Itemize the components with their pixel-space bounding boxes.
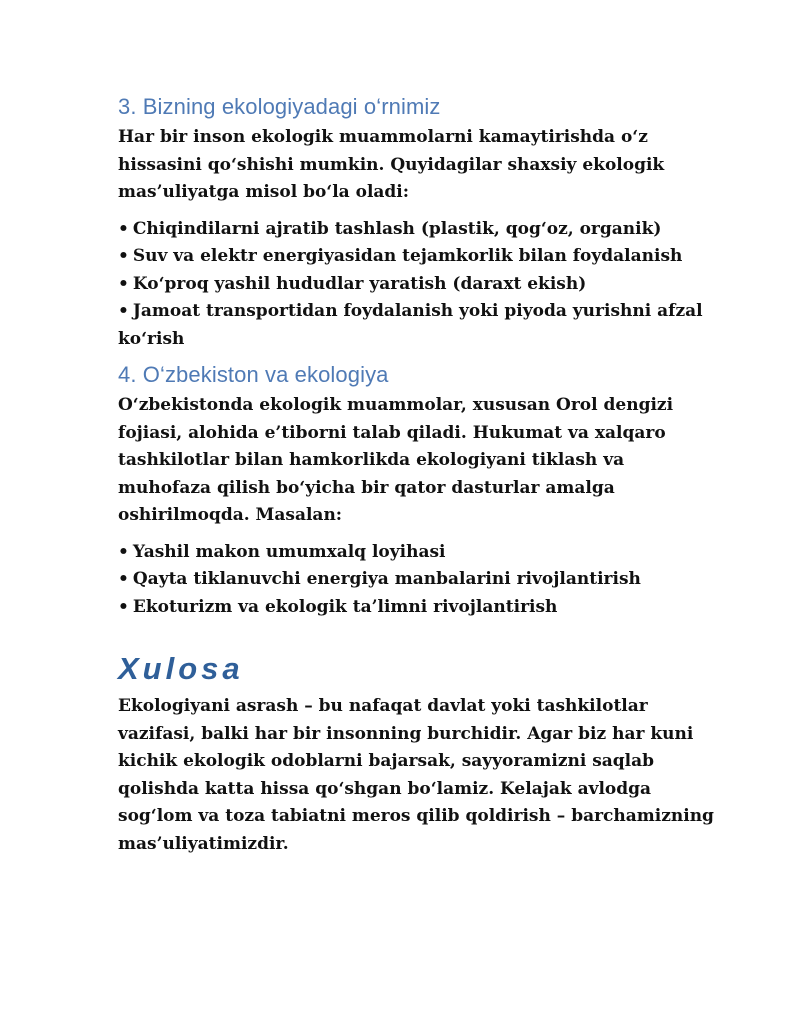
list-item-text: Chiqindilarni ajratib tashlash (plastik, qog‘oz, organik) <box>132 218 662 239</box>
list-item-text: Jamoat transportidan foydalanish yoki piyoda yurishni afzal ko‘rish <box>118 301 703 349</box>
list-item <box>118 298 718 353</box>
list-item-text: Qayta tiklanuvchi energiya manbalarini rivojlantirish <box>132 569 641 589</box>
document-page <box>118 92 718 858</box>
list-item-text: Yashil makon umumxalq loyihasi <box>132 541 446 562</box>
bullet-icon: • <box>118 569 129 589</box>
bullet-icon: • <box>118 246 129 266</box>
section-3-list <box>118 216 718 354</box>
list-item <box>118 594 718 622</box>
list-item-text: Suv va elektr energiyasidan tejamkorlik bilan foydalanish <box>132 246 683 266</box>
section-3-heading: 3. Bizning ekologiyadagi o‘rnimiz <box>118 94 441 119</box>
bullet-icon: • <box>118 596 129 617</box>
list-item <box>118 566 718 594</box>
section-4-heading: 4. O‘zbekiston va ekologiya <box>118 362 389 387</box>
section-4-list <box>118 539 718 622</box>
bullet-icon: • <box>118 301 129 321</box>
bullet-icon: • <box>118 541 129 562</box>
conclusion-paragraph: Ekologiyani asrash – bu nafaqat davlat yoki tashkilotlar vazifasi, balki har bir insonning burchidir. Agar biz har kuni kichik ekologik odoblarni bajarsak, sayyoramizni saqlab qolishda katta hissa qo‘shgan bo‘lamiz. Kelajak avlodga sog‘lom va toza tabiatni meros qilib qoldirish – barchamizning mas’uliyatimizdir. <box>118 696 714 854</box>
list-item <box>118 243 718 271</box>
bullet-icon: • <box>118 218 129 239</box>
list-item <box>118 539 718 567</box>
list-item <box>118 216 718 244</box>
section-3-paragraph: Har bir inson ekologik muammolarni kamaytirishda o‘z hissasini qo‘shishi mumkin. Quyidagilar shaxsiy ekologik mas’uliyatga misol bo‘la oladi: <box>118 127 665 202</box>
bullet-icon: • <box>118 273 129 294</box>
conclusion-heading: Xulosa <box>118 651 244 686</box>
list-item-text: Ekoturizm va ekologik ta’limni rivojlantirish <box>132 596 558 617</box>
list-item-text: Ko‘proq yashil hududlar yaratish (daraxt ekish) <box>132 273 587 294</box>
section-4-paragraph: O‘zbekistonda ekologik muammolar, xususan Orol dengizi fojiasi, alohida e’tiborni talab qiladi. Hukumat va xalqaro tashkilotlar bilan hamkorlikda ekologiyani tiklash va muhofaza qilish bo‘yicha bir qator dasturlar amalga oshirilmoqda. Masalan: <box>118 395 674 525</box>
list-item <box>118 271 718 299</box>
